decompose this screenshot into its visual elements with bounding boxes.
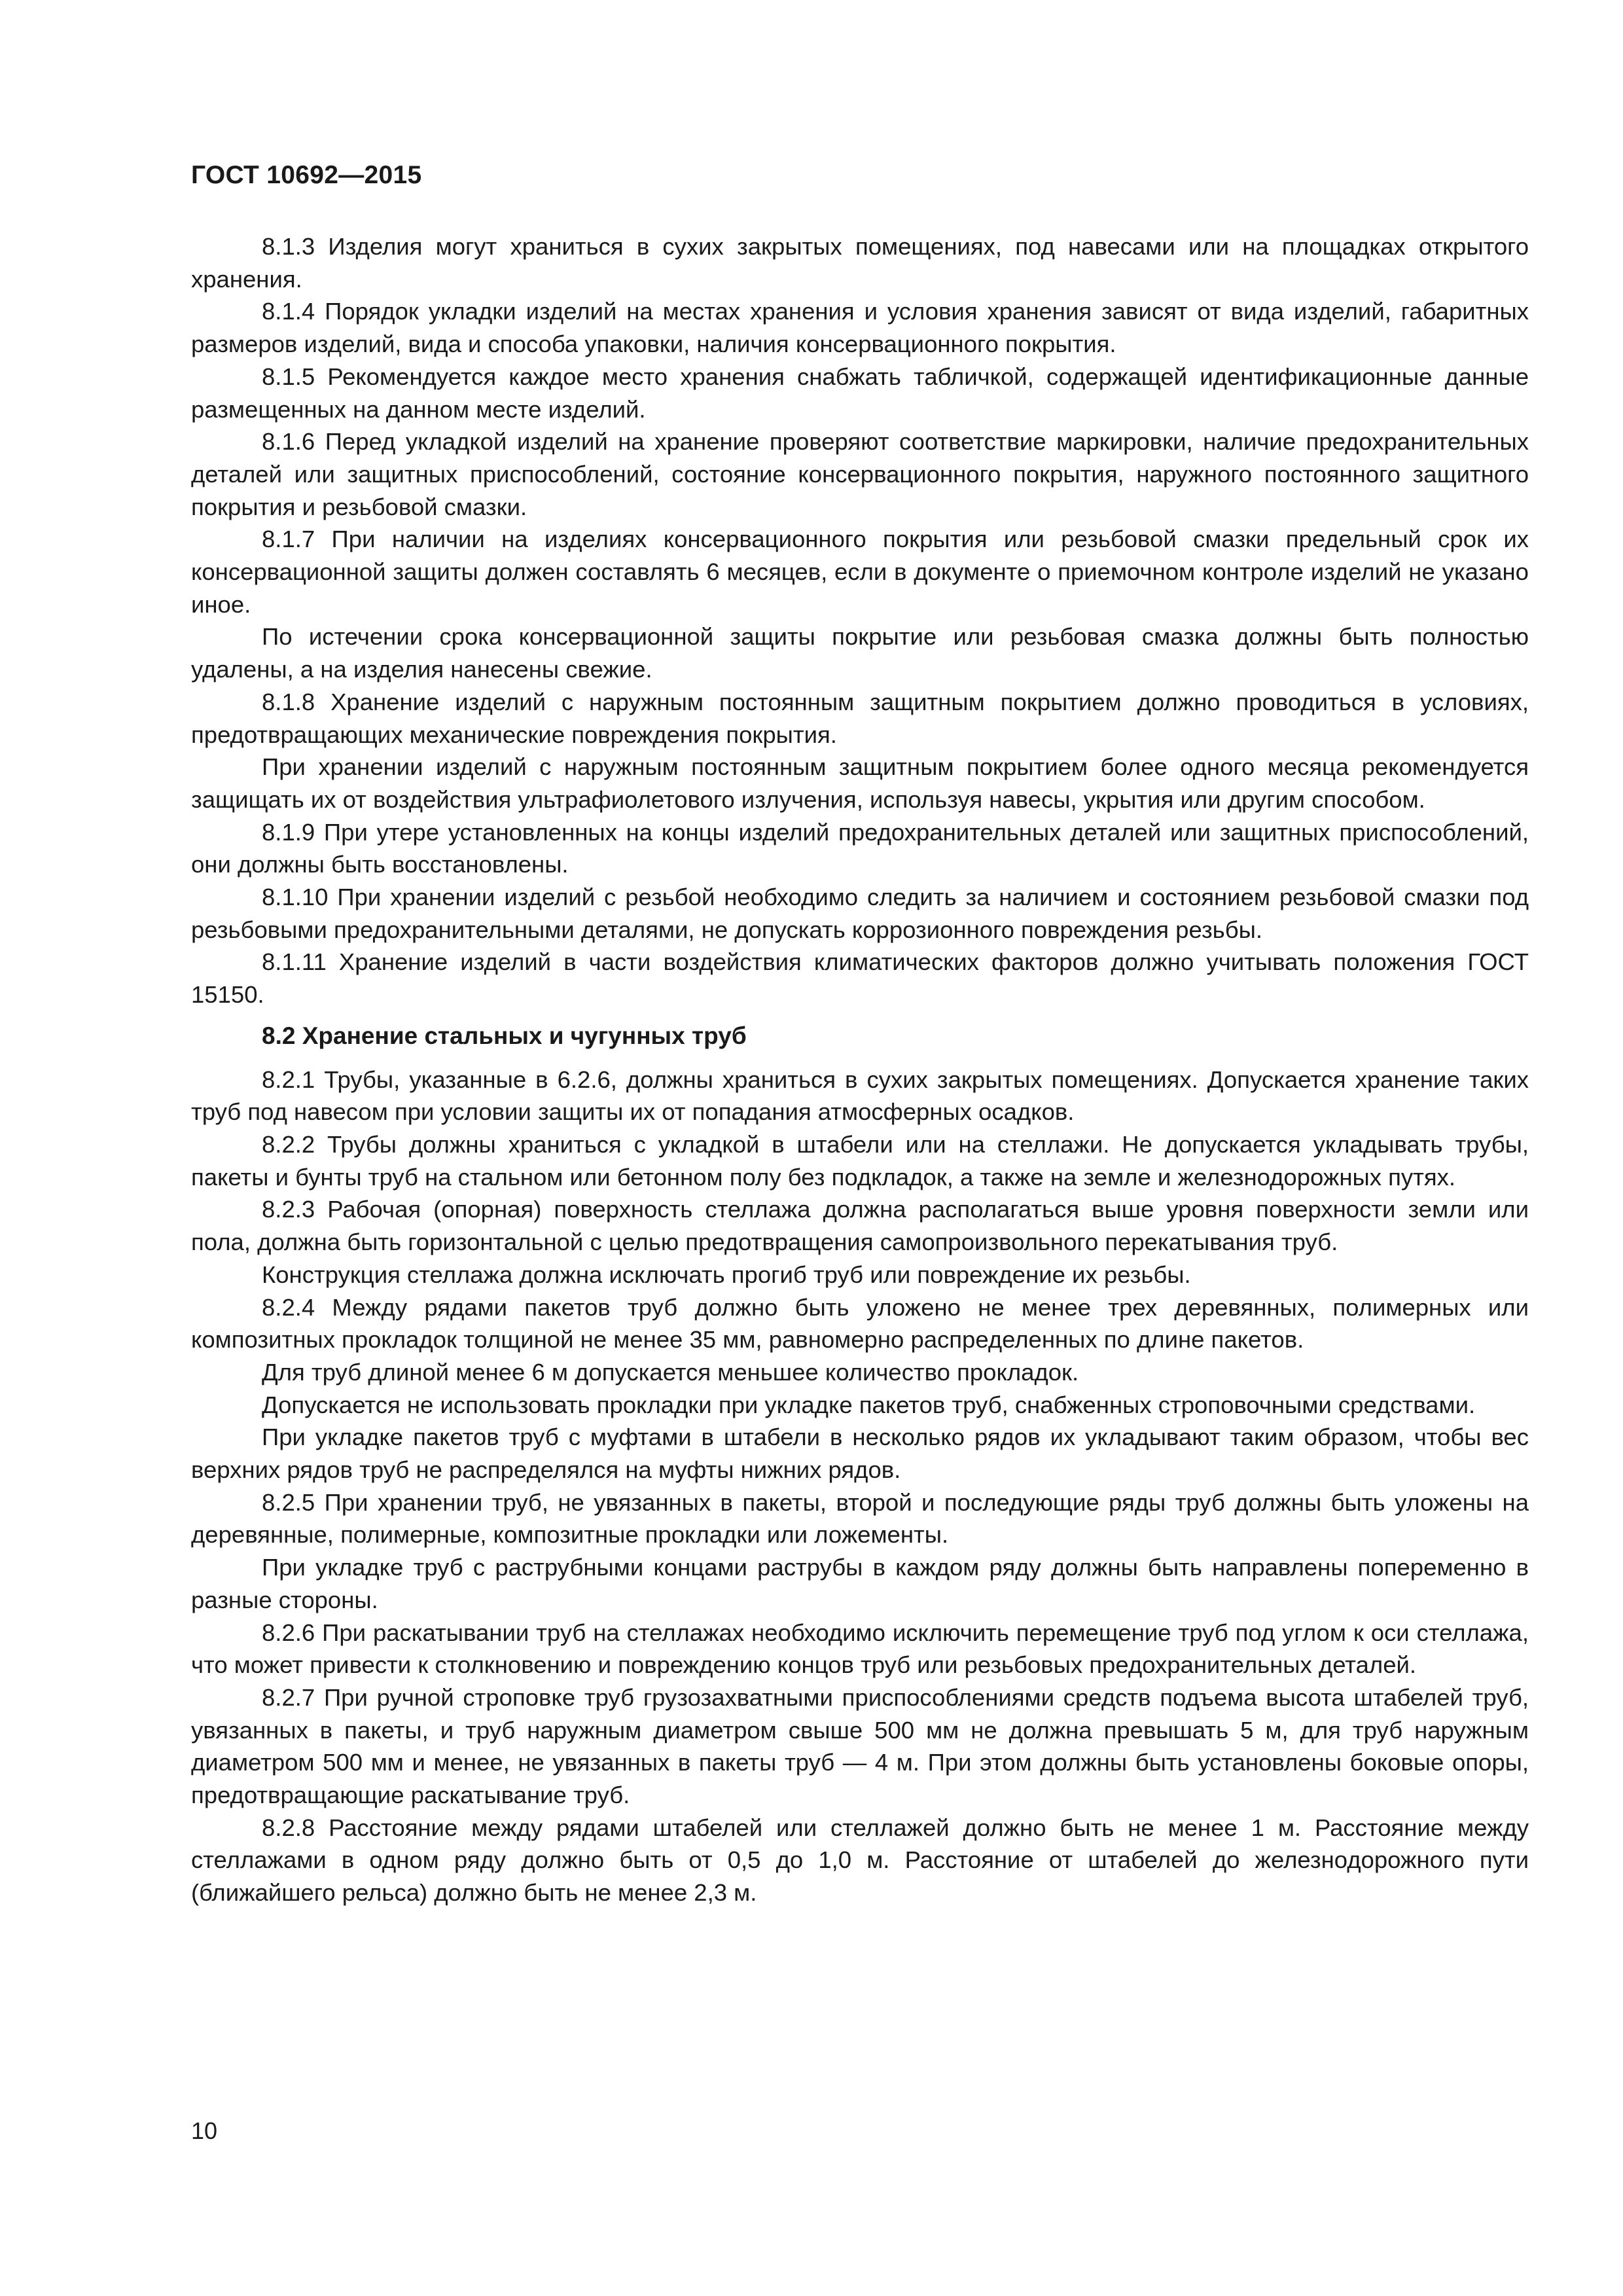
paragraph-8-1-3: 8.1.3 Изделия могут храниться в сухих закрытых помещениях, под навесами или на площадках открытого хранения.	[191, 233, 1529, 293]
paragraph-8-1-9: 8.1.9 При утере установленных на концы изделий предохранительных деталей или защитных приспособлений, они должны быть восстановлены.	[191, 818, 1529, 878]
paragraph-8-2-4-continued-1: Для труб длиной менее 6 м допускается меньшее количество прокладок.	[262, 1358, 1079, 1386]
paragraph-8-1-7-continued: По истечении срока консервационной защиты покрытие или резьбовая смазка должны быть полностью удалены, а на изделия нанесены свежие.	[191, 623, 1529, 683]
paragraph-8-2-6: 8.2.6 При раскатывании труб на стеллажах необходимо исключить перемещение труб под углом к оси стеллажа, что может привести к столкновению и повреждению концов труб или резьбовых предохранительных деталей.	[191, 1619, 1529, 1679]
paragraph-8-2-4: 8.2.4 Между рядами пакетов труб должно быть уложено не менее трех деревянных, полимерных или композитных прокладок толщиной не менее 35 мм, равномерно распределенных по длине пакетов.	[191, 1293, 1529, 1354]
page-number: 10	[191, 2117, 218, 2144]
paragraph-8-2-8: 8.2.8 Расстояние между рядами штабелей или стеллажей должно быть не менее 1 м. Расстояние между стеллажами в одном ряду должно быть от 0,5 до 1,0 м. Расстояние от штабелей до железнодорожного пути (ближайшего рельса) должно быть не менее 2,3 м.	[191, 1814, 1529, 1907]
paragraph-8-2-5: 8.2.5 При хранении труб, не увязанных в пакеты, второй и последующие ряды труб должны быть уложены на деревянные, полимерные, композитные прокладки или ложементы.	[191, 1488, 1529, 1549]
paragraph-8-1-11: 8.1.11 Хранение изделий в части воздействия климатических факторов должно учитывать положения ГОСТ 15150.	[191, 948, 1529, 1009]
paragraph-8-2-3: 8.2.3 Рабочая (опорная) поверхность стеллажа должна располагаться выше уровня поверхности земли или пола, должна быть горизонтальной с целью предотвращения самопроизвольного перекатывания труб.	[191, 1196, 1529, 1256]
paragraph-8-2-1: 8.2.1 Трубы, указанные в 6.2.6, должны храниться в сухих закрытых помещениях. Допускается хранение таких труб под навесом при условии защиты их от попадания атмосферных осадков.	[191, 1066, 1529, 1126]
paragraph-8-1-8: 8.1.8 Хранение изделий с наружным постоянным защитным покрытием должно проводиться в условиях, предотвращающих механические повреждения покрытия.	[191, 688, 1529, 748]
paragraph-8-1-5: 8.1.5 Рекомендуется каждое место хранения снабжать табличкой, содержащей идентификационные данные размещенных на данном месте изделий.	[191, 363, 1529, 423]
paragraph-8-2-2: 8.2.2 Трубы должны храниться с укладкой в штабели или на стеллажи. Не допускается укладывать трубы, пакеты и бунты труб на стальном или бетонном полу без подкладок, а также на земле и железнодорожных путях.	[191, 1130, 1529, 1191]
paragraph-8-1-8-continued: При хранении изделий с наружным постоянным защитным покрытием более одного месяца рекомендуется защищать их от воздействия ультрафиолетового излучения, используя навесы, укрытия или другим способом.	[191, 753, 1529, 813]
paragraph-8-1-6: 8.1.6 Перед укладкой изделий на хранение проверяют соответствие маркировки, наличие предохранительных деталей или защитных приспособлений, состояние консервационного покрытия, наружного постоянного защитного покрытия и резьбовой смазки.	[191, 428, 1529, 520]
paragraph-8-1-7: 8.1.7 При наличии на изделиях консервационного покрытия или резьбовой смазки предельный срок их консервационной защиты должен составлять 6 месяцев, если в документе о приемочном контроле изделий не указано иное.	[191, 526, 1529, 618]
paragraph-8-1-10: 8.1.10 При хранении изделий с резьбой необходимо следить за наличием и состоянием резьбовой смазки под резьбовыми предохранительными деталями, не допускать коррозионного повреждения резьбы.	[191, 884, 1529, 943]
document-code-header: ГОСТ 10692—2015	[191, 161, 422, 189]
paragraph-8-1-4: 8.1.4 Порядок укладки изделий на местах хранения и условия хранения зависят от вида изделий, габаритных размеров изделий, вида и способа упаковки, наличия консервационного покрытия.	[191, 298, 1529, 358]
paragraph-8-2-7: 8.2.7 При ручной строповке труб грузозахватными приспособлениями средств подъема высота штабелей труб, увязанных в пакеты, и труб наружным диаметром свыше 500 мм не должна превышать 5 м, для труб наружным диаметром 500 мм и менее, не увязанных в пакеты труб — 4 м. При этом должны быть установлены боковые опоры, предотвращающие раскатывание труб.	[191, 1683, 1529, 1809]
document-body	[191, 230, 1529, 1909]
paragraph-8-2-4-continued-2: Допускается не использовать прокладки при укладке пакетов труб, снабженных строповочными средствами.	[262, 1391, 1476, 1418]
paragraph-8-2-4-continued-3: При укладке пакетов труб с муфтами в штабели в несколько рядов их укладывают таким образом, чтобы вес верхних рядов труб не распределялся на муфты нижних рядов.	[191, 1424, 1529, 1484]
section-heading-8-2: 8.2 Хранение стальных и чугунных труб	[262, 1022, 747, 1049]
paragraph-8-2-3-continued: Конструкция стеллажа должна исключать прогиб труб или повреждение их резьбы.	[262, 1261, 1191, 1288]
paragraph-8-2-5-continued: При укладке труб с раструбными концами раструбы в каждом ряду должны быть направлены попеременно в разные стороны.	[191, 1554, 1529, 1613]
